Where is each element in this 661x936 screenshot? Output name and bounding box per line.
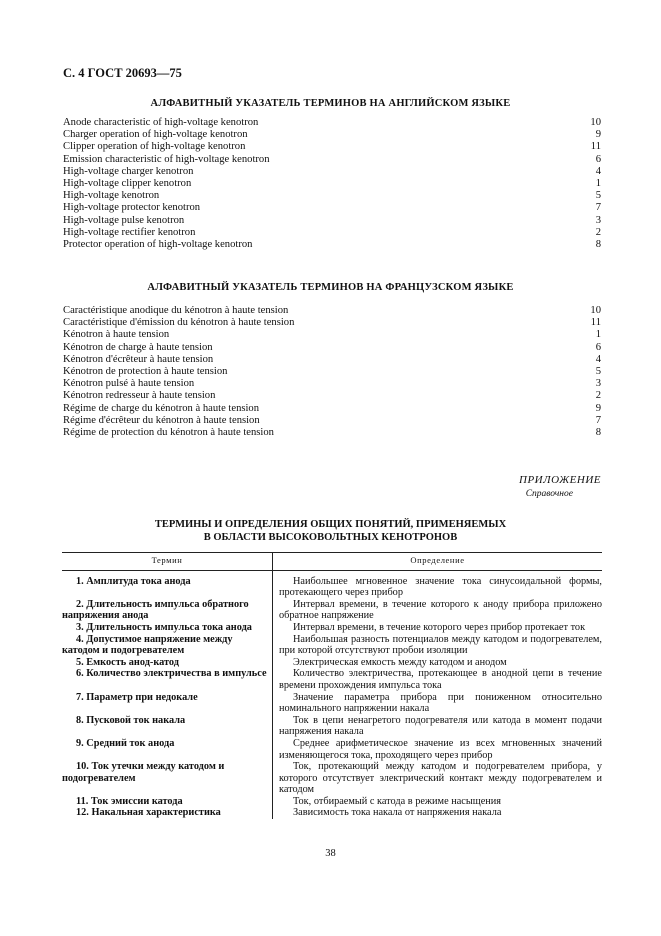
index-number: 4 [595,353,601,365]
definition-cell: Зависимость тока накала от напряжения накала [293,807,502,819]
column-header-term: Термин [62,553,273,571]
column-header-definition: Определение [273,553,603,571]
definition-cell: Значение параметра прибора при пониженном относительно номинального напряжении накала [279,691,602,715]
table-row [62,738,602,761]
table-row [62,570,602,599]
index-number: 7 [595,202,601,214]
table-row [62,761,602,796]
table-row [62,599,602,622]
index-number: 11 [590,317,601,329]
index-number: 2 [595,390,601,402]
index-entry [63,366,601,378]
index-number: 8 [595,238,601,250]
index-term: Anode characteristic of high-voltage kenotron [63,117,259,128]
index-term: Caractéristique d'émission du kénotron à haute tension [63,317,295,329]
index-term: Régime de charge du kénotron à haute tension [63,402,260,414]
index-entry [63,427,601,439]
terms-header-row [62,553,602,571]
appendix-subtitle: Справочное [525,489,573,499]
term-cell: 12. Накальная характеристика [62,807,273,819]
index-entry [63,342,601,354]
index-number: 3 [595,378,601,390]
table-row [62,796,602,808]
french-index-list [63,305,601,439]
definition-cell: Наибольшее мгновенное значение тока синусоидальной формы, протекающего через прибор [279,575,602,599]
term-cell: 3. Длительность импульса тока анода [62,622,273,634]
term-cell: 10. Ток утечки между катодом и подогревателем [62,761,273,796]
table-row [62,715,602,738]
index-term: Clipper operation of high-voltage kenotron [63,141,246,153]
terms-title-line: В ОБЛАСТИ ВЫСОКОВОЛЬТНЫХ КЕНОТРОНОВ [203,532,458,543]
index-entry [63,329,601,341]
term-cell: 2. Длительность импульса обратного напряжения анода [62,599,273,622]
table-row [62,807,602,819]
index-entry [63,141,601,153]
english-index-list [63,117,601,251]
index-number: 10 [590,305,601,316]
term-cell: 5. Емкость анод-катод [62,657,273,669]
term-cell: 8. Пусковой ток накала [62,715,273,738]
definition-cell: Интервал времени, в течение которого через прибор протекает ток [293,621,586,633]
index-number: 1 [595,329,601,341]
index-number: 3 [595,214,601,226]
index-number: 5 [595,365,601,377]
index-term: Kénotron à haute tension [63,329,170,341]
index-term: High-voltage charger kenotron [63,165,194,177]
index-term: High-voltage rectifier kenotron [63,226,196,238]
index-entry [63,154,601,166]
english-index-title: АЛФАВИТНЫЙ УКАЗАТЕЛЬ ТЕРМИНОВ НА АНГЛИЙСКОМ ЯЗЫКЕ [150,98,511,109]
definition-cell: Наибольшая разность потенциалов между катодом и подогревателем, при которой отсутствуют пробои изоляции [279,633,602,657]
definition-cell: Электрическая емкость между катодом и анодом [293,656,507,668]
page-number: 38 [325,848,336,859]
index-number: 9 [595,402,601,414]
definition-cell: Интервал времени, в течение которого к аноду прибора приложено обратное напряжение [279,598,602,622]
index-entry [63,415,601,427]
index-entry [63,178,601,190]
table-row [62,657,602,669]
term-cell: 9. Средний ток анода [62,738,273,761]
index-term: Kénotron de protection à haute tension [63,365,228,377]
terms-table-title [0,518,661,544]
index-number: 6 [595,341,601,353]
index-term: Kénotron de charge à haute tension [63,341,213,353]
index-number: 6 [595,153,601,165]
index-entry [63,239,601,251]
index-term: Kénotron redresseur à haute tension [63,390,216,402]
index-entry [63,403,601,415]
index-number: 8 [595,426,601,438]
index-entry [63,354,601,366]
index-term: Protector operation of high-voltage kenotron [63,238,253,250]
french-index-title: АЛФАВИТНЫЙ УКАЗАТЕЛЬ ТЕРМИНОВ НА ФРАНЦУЗСКОМ ЯЗЫКЕ [147,282,514,293]
term-cell: 6. Количество электричества в импульсе [62,668,273,691]
index-term: Kénotron d'écrêteur à haute tension [63,353,214,365]
index-entry [63,202,601,214]
table-row [62,622,602,634]
terms-title-line: ТЕРМИНЫ И ОПРЕДЕЛЕНИЯ ОБЩИХ ПОНЯТИЙ, ПРИМЕНЯЕМЫХ [154,519,507,530]
index-term: High-voltage clipper kenotron [63,177,192,189]
index-entry [63,190,601,202]
term-cell: 7. Параметр при недокале [62,692,273,715]
term-cell: 4. Допустимое напряжение между катодом и подогревателем [62,634,273,657]
index-term: High-voltage pulse kenotron [63,214,185,226]
index-entry [63,378,601,390]
index-number: 4 [595,165,601,177]
appendix-title: ПРИЛОЖЕНИЕ [519,474,601,486]
index-term: Régime d'écrêteur du kénotron à haute tension [63,414,260,426]
index-entry [63,227,601,239]
index-term: High-voltage kenotron [63,190,160,202]
index-entry [63,129,601,141]
index-entry [63,390,601,402]
index-entry [63,117,601,129]
index-term: High-voltage protector kenotron [63,202,201,214]
terms-table [62,552,602,819]
index-number: 7 [595,414,601,426]
definition-cell: Количество электричества, протекающее в анодной цепи в течение времени прохождения импульса тока [279,668,602,691]
index-term: Caractéristique anodique du kénotron à haute tension [63,305,289,316]
table-row [62,634,602,657]
index-number: 1 [595,177,601,189]
definition-cell: Ток, протекающий между катодом и подогревателем прибора, у которого отсутствует электрический контакт между подогревателем и катодом [279,761,602,796]
index-number: 5 [595,190,601,202]
term-cell: 1. Амплитуда тока анода [62,570,273,599]
definition-cell: Среднее арифметическое значение из всех мгновенных значений изменяющегося тока, проходящего через прибор [279,737,602,761]
index-number: 11 [590,141,601,153]
index-term: Kénotron pulsé à haute tension [63,378,195,390]
index-entry [63,317,601,329]
table-row [62,692,602,715]
table-row [62,668,602,691]
term-cell: 11. Ток эмиссии катода [62,796,273,808]
definition-cell: Ток в цепи ненагретого подогревателя или катода в момент подачи напряжения накала [279,714,602,738]
index-number: 10 [590,117,601,128]
definition-cell: Ток, отбираемый с катода в режиме насыщения [293,795,502,807]
index-term: Régime de protection du kénotron à haute tension [63,426,274,438]
appendix-label [519,474,601,499]
index-entry [63,166,601,178]
index-term: Charger operation of high-voltage kenotron [63,129,248,141]
index-number: 9 [595,129,601,141]
index-number: 2 [595,226,601,238]
index-entry [63,305,601,317]
page-header: С. 4 ГОСТ 20693—75 [63,66,182,80]
index-entry [63,215,601,227]
index-term: Emission characteristic of high-voltage kenotron [63,153,270,165]
